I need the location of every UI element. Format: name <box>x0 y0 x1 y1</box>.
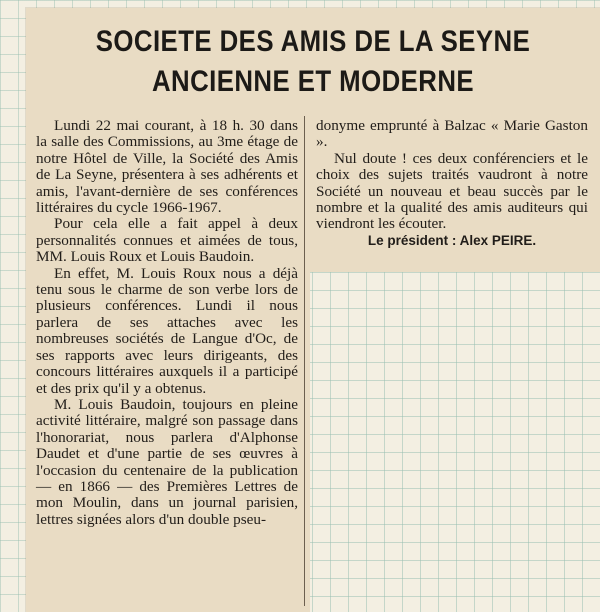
column-divider <box>304 116 305 606</box>
article-paragraph: Nul doute ! ces deux conférenciers et le choix des sujets traités vaudront à notre Société un nouveau et beau succès par le nombre et la qualité des amis auditeurs qui viendront les écouter. <box>316 149 588 233</box>
article-paragraph: Pour cela elle a fait appel à deux personnalités connues et aimées de tous, MM. Louis Roux et Louis Baudoin. <box>36 215 298 266</box>
graph-paper-backing <box>310 272 600 612</box>
headline-line-2: ANCIENNE ET MODERNE <box>151 65 475 98</box>
article-column-right <box>316 118 588 249</box>
article-signature: Le président : Alex PEIRE. <box>367 232 537 248</box>
article-paragraph-continuation: donyme emprunté à Balzac « Marie Gaston ». <box>316 117 588 151</box>
article-paragraph: En effet, M. Louis Roux nous a déjà tenu sous le charme de son verbe lors de plusieurs conférences. Lundi il nous parlera de ses attaches avec les nombreuses sociétés de Langue d'Oc, de ses rapports avec leurs dirigeants, des concours littéraires auxquels il a participé et des prix qu'il y a obtenus. <box>36 264 298 397</box>
headline-line-1: SOCIETE DES AMIS DE LA SEYNE <box>95 25 531 58</box>
article-headline <box>66 22 560 102</box>
article-paragraph: Lundi 22 mai courant, à 18 h. 30 dans la salle des Commissions, au 3me étage de notre Hôtel de Ville, la Société des Amis de La Seyne, présentera à ses adhérents et amis, l'avant-dernière de ses conférences littéraires du cycle 1966-1967. <box>36 117 298 217</box>
article-paragraph: M. Louis Baudoin, toujours en pleine activité littéraire, malgré son passage dans l'honorariat, nous parlera d'Alphonse Daudet et d'une partie de ses œuvres à l'occasion du centenaire de la publication — en 1866 — des Premières Lettres de mon Moulin, dans un journal parisien, lettres signées alors d'un double pseu- <box>36 395 298 528</box>
article-column-left <box>36 118 298 528</box>
